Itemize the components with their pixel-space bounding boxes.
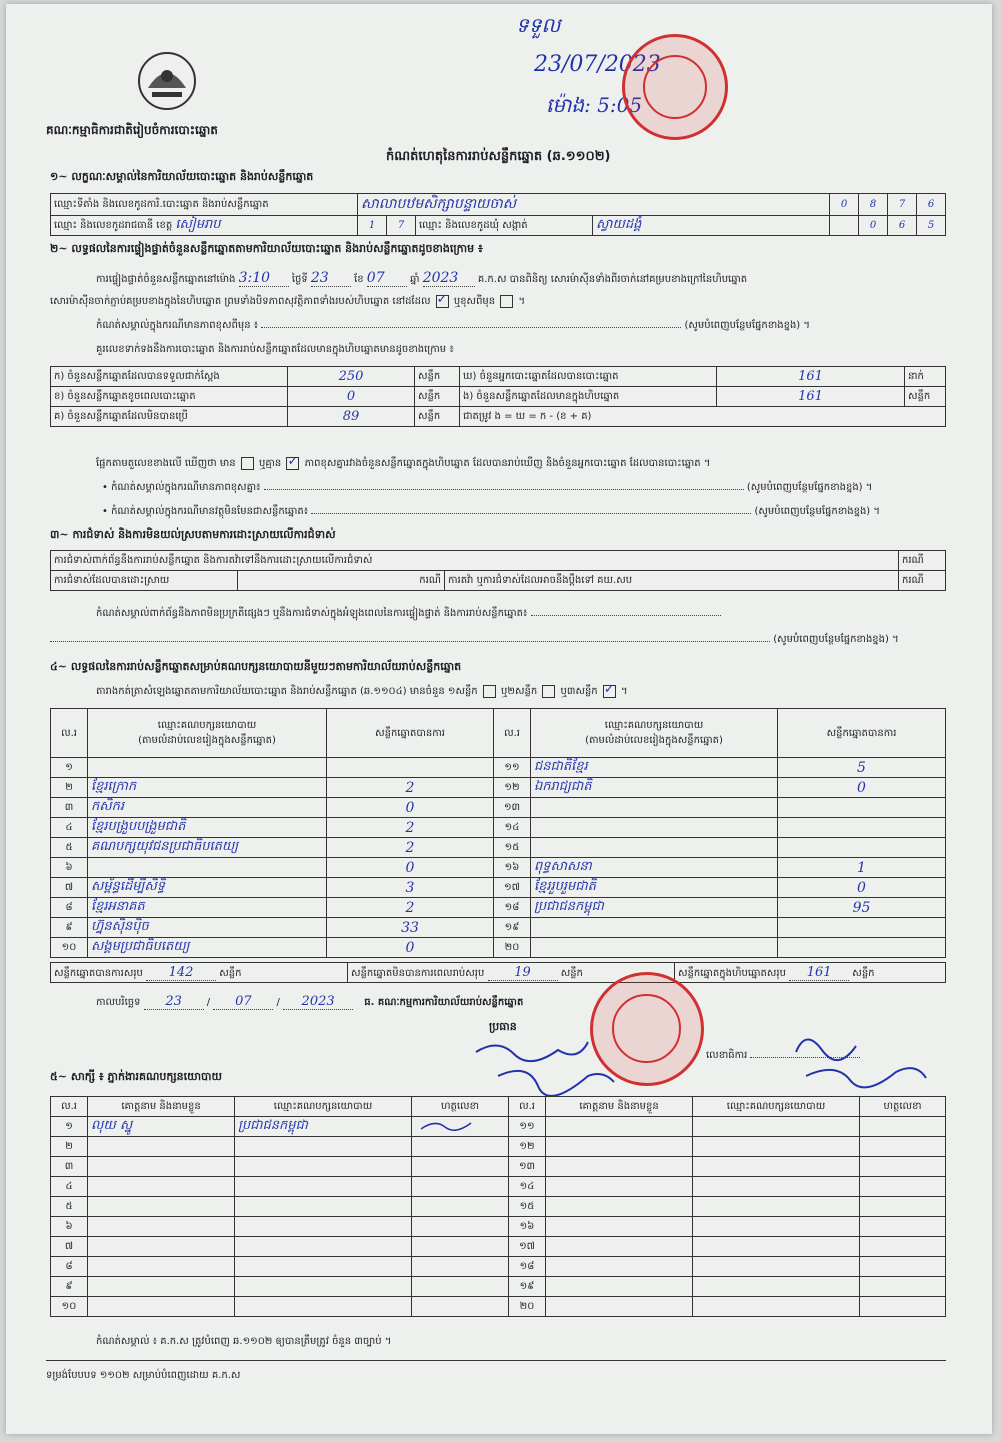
row-number: ១៦	[509, 1217, 546, 1237]
witness-signature	[412, 1297, 509, 1317]
witness-signature	[860, 1237, 946, 1257]
row-number: ១០	[51, 1297, 88, 1317]
party-name	[88, 858, 327, 878]
committee-label: ធ. គណៈកម្មការការិយាល័យរាប់សន្លឹកឆ្នោត	[364, 997, 524, 1008]
table-row	[51, 778, 946, 798]
row-number: ១២	[494, 778, 531, 798]
vote-count: 0	[778, 778, 946, 798]
vote-count: 95	[778, 898, 946, 918]
row-number: ២០	[509, 1297, 546, 1317]
compare-sentence: ភាពខុសគ្នារវាងចំនួនសន្លឹកឆ្នោតក្នុងហិបឆ្នោត ដែលបានរាប់ឃើញ និងចំនួនអ្នកបោះឆ្នោត ដែលបានបោះឆ្នោត ។	[304, 458, 711, 469]
witness-signature	[860, 1117, 946, 1137]
party-name	[531, 938, 778, 958]
witness-party	[693, 1117, 860, 1137]
table-row	[51, 838, 946, 858]
row-number: ១៤	[509, 1177, 546, 1197]
total-box-label: សន្លឹកឆ្នោតក្នុងហិបឆ្នោតសរុប	[678, 967, 786, 979]
three-sheet-checkbox[interactable]	[603, 685, 616, 698]
vote-count	[327, 758, 494, 778]
figure-value: 0	[288, 387, 415, 407]
table-row	[51, 1297, 946, 1317]
witness-name	[88, 1157, 235, 1177]
commission-name: គណៈកម្មាធិការជាតិរៀបចំការបោះឆ្នោត	[46, 123, 218, 137]
table-row	[51, 1237, 946, 1257]
table-row	[51, 818, 946, 838]
day-label: ថ្ងៃទី	[291, 274, 308, 285]
table-row	[51, 1177, 946, 1197]
row-number: ១	[51, 1117, 88, 1137]
witness-signature	[412, 1157, 509, 1177]
witness-signature	[412, 1177, 509, 1197]
official-stamp-top	[622, 34, 728, 140]
figure-label: ឃ) ចំនួនអ្នកបោះឆ្នោតដែលបានបោះឆ្នោត	[460, 367, 717, 387]
party-name: ពុទ្ធសាសនា	[531, 858, 778, 878]
section1-title: ១~ លក្ខណៈសម្គាល់នៃការិយាល័យបោះឆ្នោត និងរាប់សន្លឹកឆ្នោត	[50, 170, 314, 183]
chair-label: ប្រធាន	[489, 1020, 517, 1033]
total-valid-value: 142	[146, 965, 216, 981]
office-code-digit: 8	[859, 194, 888, 216]
table-row	[51, 798, 946, 818]
row-number: ៧	[51, 878, 88, 898]
witness-name	[546, 1117, 693, 1137]
witness-party	[693, 1257, 860, 1277]
row-number: ១០	[51, 938, 88, 958]
party-name	[531, 838, 778, 858]
witness-signature	[412, 1117, 509, 1137]
table-row	[51, 1197, 946, 1217]
fill-back-hint: (សូមបំពេញបន្ថែមផ្នែកខាងខ្នង) ។	[754, 506, 880, 517]
complaints-table	[50, 550, 946, 591]
witness-signature	[860, 1157, 946, 1177]
col-party-header: ឈ្មោះគណបក្សនយោបាយ	[235, 1097, 412, 1117]
vote-count	[778, 838, 946, 858]
witness-signature-icon	[415, 1117, 475, 1133]
col-no-header: ល.រ	[51, 1097, 88, 1117]
witness-party	[693, 1197, 860, 1217]
witness-party	[693, 1277, 860, 1297]
row-number: ១៩	[509, 1277, 546, 1297]
difference-bullet: • កំណត់សម្គាល់ក្នុងករណីមានភាពខុសគ្នា៖	[102, 482, 261, 493]
party-name	[531, 918, 778, 938]
witness-party	[235, 1157, 412, 1177]
row-number: ៥	[51, 838, 88, 858]
commune-value: ស្វាយដង្គំ	[593, 216, 830, 236]
vote-count: 2	[327, 818, 494, 838]
figure-value: 250	[288, 367, 415, 387]
witness-name	[546, 1237, 693, 1257]
office-value: សាលាបឋមសិក្សាបន្ទាយចាស់	[358, 194, 830, 216]
vote-count	[778, 818, 946, 838]
figures-intro: គួរលេខទាក់ទងនឹងការបោះឆ្នោត និងការរាប់សន្លឹកឆ្នោតដែលមានក្នុងហិបឆ្នោតមានដូចខាងក្រោម ៖	[96, 344, 454, 355]
row-number: ១៩	[494, 918, 531, 938]
compare-label: ផ្អែកតាមតួលេខខាងលើ ឃើញថា មាន	[96, 458, 236, 469]
office-code-digit: 0	[830, 194, 859, 216]
witness-party	[693, 1137, 860, 1157]
figure-label: គ) ចំនួនសន្លឹកឆ្នោតដែលមិនបានប្រើ	[51, 407, 288, 427]
col-name-header: គោត្តនាម និងនាមខ្លួន	[88, 1097, 235, 1117]
table-row	[51, 858, 946, 878]
ballot-figures-table	[50, 366, 946, 427]
table-row	[51, 1277, 946, 1297]
office-code-digit: 7	[888, 194, 917, 216]
same-checkbox[interactable]	[436, 295, 449, 308]
sign-day: 23	[144, 994, 204, 1010]
col-party-header: ឈ្មោះគណបក្សនយោបាយ	[693, 1097, 860, 1117]
province-code-digit: 1	[358, 216, 387, 236]
tally-sheet-label: តារាងកត់ត្រាសំឡេងឆ្នោតតាមការិយាល័យបោះឆ្នោត និងរាប់សន្លឹកឆ្នោត (ឆ.១១០៤) មានចំនួន ១សន្លឹក	[96, 686, 478, 697]
witness-name	[88, 1297, 235, 1317]
col-votes-header: សន្លឹកឆ្នោតបានការ	[327, 709, 494, 758]
table-row	[51, 1217, 946, 1237]
commune-code-digit: 6	[888, 216, 917, 236]
seal-sentence: សោរម៉ាស៊ីនចាក់ភ្ជាប់គម្របខាងក្នុងនៃហិបឆ្នោត ព្រមទាំងបិទភាពសុវត្ថិភាពទាំងរបស់ហិបឆ្នោត នៅដដែល	[50, 296, 431, 307]
row-number: ១៥	[494, 838, 531, 858]
witness-party	[235, 1197, 412, 1217]
table-row	[51, 898, 946, 918]
irregularity-line	[531, 615, 721, 616]
row-number: ៨	[51, 1257, 88, 1277]
row-number: ៩	[51, 918, 88, 938]
row-number: ៥	[51, 1197, 88, 1217]
witness-party	[235, 1297, 412, 1317]
row-number: ១១	[494, 758, 531, 778]
party-name: សង្គមប្រជាធិបតេយ្យ	[88, 938, 327, 958]
party-name: ខ្មែររួបរួមជាតិ	[531, 878, 778, 898]
vote-count: 2	[327, 778, 494, 798]
difference-note-label: កំណត់សម្គាល់ក្នុងករណីមានភាពខុសពីមុន ៖	[96, 320, 259, 331]
secretary-label: លេខាធិការ	[706, 1050, 748, 1061]
vote-count: 0	[327, 798, 494, 818]
has-difference-checkbox[interactable]	[241, 457, 254, 470]
commune-code-digit: 0	[859, 216, 888, 236]
check-day: 23	[311, 270, 351, 287]
witness-signature	[860, 1197, 946, 1217]
witness-signature	[860, 1257, 946, 1277]
table-row	[51, 1117, 946, 1137]
witness-name	[88, 1197, 235, 1217]
witness-signature	[412, 1277, 509, 1297]
witness-name	[546, 1257, 693, 1277]
formula-label: ជាតម្រូវ ង = ឃ = ក - (ខ + គ)	[460, 407, 946, 427]
sign-month: 07	[213, 994, 273, 1010]
table-row	[51, 1137, 946, 1157]
total-valid-label: សន្លឹកឆ្នោតបានការសរុប	[54, 967, 143, 979]
fill-back-hint: (សូមបំពេញបន្ថែមផ្នែកខាងខ្នង) ។	[684, 320, 810, 331]
received-date: 23/07/2023	[534, 52, 661, 77]
col-party-header	[531, 709, 778, 758]
row-number: ១	[51, 758, 88, 778]
row-number: ៣	[51, 1157, 88, 1177]
witness-party	[693, 1177, 860, 1197]
col-sign-header: ហត្ថលេខា	[412, 1097, 509, 1117]
witness-name	[546, 1217, 693, 1237]
row-number: ១២	[509, 1137, 546, 1157]
col-no-header: ល.រ	[51, 709, 88, 758]
row-number: ១៧	[509, 1237, 546, 1257]
footnote: កំណត់សម្គាល់ ៖ គ.ក.ស ត្រូវបំពេញ ឆ.១១០២ ឲ្យបានត្រឹមត្រូវ ចំនួន ៣ច្បាប់ ។	[96, 1336, 392, 1347]
fill-back-hint: (សូមបំពេញបន្ថែមផ្នែកខាងខ្នង) ។	[746, 482, 873, 493]
row-number: ១៨	[509, 1257, 546, 1277]
check-time-label: ការផ្ទៀងផ្ទាត់ចំនួនសន្លឹកឆ្នោតនៅម៉ោង	[96, 274, 236, 285]
row-number: ១៣	[494, 798, 531, 818]
foreign-object-line	[311, 513, 751, 514]
witness-party	[235, 1257, 412, 1277]
row-number: ១៦	[494, 858, 531, 878]
complaint-label: ការជំទាស់ពាក់ព័ន្ធនឹងការរាប់សន្លឹកឆ្នោត និងការតវ៉ាទៅនឹងការដោះស្រាយលើការជំទាស់	[51, 551, 899, 571]
section2-title: ២~ លទ្ធផលនៃការផ្ទៀងផ្ទាត់ចំនួនសន្លឹកឆ្នោតតាមការិយាល័យបោះឆ្នោត និងរាប់សន្លឹកឆ្នោតដូចខាងក្រោម ៖	[50, 242, 483, 255]
total-box-unit: សន្លឹក	[852, 967, 875, 979]
nec-emblem-icon	[134, 48, 200, 114]
witness-party	[693, 1217, 860, 1237]
figure-value: 161	[717, 387, 905, 407]
office-label: ឈ្មោះទីតាំង និងលេខកូដការិ.បោះឆ្នោត និងរាប់សន្លឹកឆ្នោត	[51, 194, 358, 216]
total-valid-unit: សន្លឹក	[219, 967, 242, 979]
witness-party	[235, 1277, 412, 1297]
vote-count: 0	[327, 858, 494, 878]
col-party-title: ឈ្មោះគណបក្សនយោបាយ	[157, 720, 257, 731]
row-number: ៦	[51, 1217, 88, 1237]
figure-unit: សន្លឹក	[905, 387, 946, 407]
party-name: ឯករាជ្យជាតិ	[531, 778, 778, 798]
two-sheet-label: ឬ២សន្លឹក	[501, 686, 538, 697]
witness-table	[50, 1096, 946, 1317]
row-number: ១៤	[494, 818, 531, 838]
figure-label: ក) ចំនួនសន្លឹកឆ្នោតដែលបានទទួលជាក់ស្តែង	[51, 367, 288, 387]
no-difference-checkbox[interactable]	[286, 457, 299, 470]
case-label: ករណី	[899, 551, 946, 571]
check-month: 07	[367, 270, 407, 287]
check-year: 2023	[423, 270, 475, 287]
witness-party	[235, 1217, 412, 1237]
table-row	[51, 918, 946, 938]
case-label: ករណី	[899, 571, 946, 591]
witness-name	[546, 1137, 693, 1157]
col-party-subtitle: (តាមលំដាប់លេខរៀងក្នុងសន្លឹកឆ្នោត)	[585, 735, 723, 746]
witness-name	[546, 1277, 693, 1297]
difference-note-line	[261, 327, 681, 328]
row-number: ៦	[51, 858, 88, 878]
vote-count: 1	[778, 858, 946, 878]
witness-name	[88, 1177, 235, 1197]
col-sign-header: ហត្ថលេខា	[860, 1097, 946, 1117]
row-number: ២០	[494, 938, 531, 958]
witness-signature	[412, 1197, 509, 1217]
vote-count: 2	[327, 898, 494, 918]
row-number: ១៨	[494, 898, 531, 918]
party-name: សម្ព័ន្ធដើម្បីសិទ្ធិ	[88, 878, 327, 898]
party-name: ប្រជាជនកម្ពុជា	[531, 898, 778, 918]
form-title: កំណត់ហេតុនៃការរាប់សន្លឹកឆ្នោត (ឆ.១១០២)	[386, 149, 611, 164]
table-row	[51, 1157, 946, 1177]
col-votes-header: សន្លឹកឆ្នោតបានការ	[778, 709, 946, 758]
office-code-digit: 6	[917, 194, 946, 216]
row-number: ៤	[51, 1177, 88, 1197]
col-party-header	[88, 709, 327, 758]
figure-label: ខ) ចំនួនសន្លឹកឆ្នោតខូចពេលបោះឆ្នោត	[51, 387, 288, 407]
section4-title: ៤~ លទ្ធផលនៃការរាប់សន្លឹកឆ្នោតសម្រាប់គណបក្សនយោបាយនីមួយៗតាមការិយាល័យរាប់សន្លឹកឆ្នោត	[50, 660, 462, 673]
party-name: គណបក្សយុវជនប្រជាធិបតេយ្យ	[88, 838, 327, 858]
witness-name	[546, 1157, 693, 1177]
party-name: កសិករ	[88, 798, 327, 818]
fill-back-hint: (សូមបំពេញបន្ថែមផ្នែកខាងខ្នង) ។	[773, 634, 899, 645]
figure-label: ង) ចំនួនសន្លឹកឆ្នោតដែលមានក្នុងហិបឆ្នោត	[460, 387, 717, 407]
witness-signature	[860, 1297, 946, 1317]
col-no-header: ល.រ	[494, 709, 531, 758]
party-name: ខ្មែរបង្រួបបង្រួមជាតិ	[88, 818, 327, 838]
section3-title: ៣~ ការជំទាស់ និងការមិនយល់ស្របតាមការដោះស្រាយលើការជំទាស់	[50, 528, 336, 541]
month-label: ខែ	[354, 274, 364, 285]
witness-name	[88, 1217, 235, 1237]
vote-count: 2	[327, 838, 494, 858]
row-number: ៧	[51, 1237, 88, 1257]
witness-party	[235, 1237, 412, 1257]
party-name: ហ្វ៊ុនស៊ិនប៉ិច	[88, 918, 327, 938]
col-party-title: ឈ្មោះគណបក្សនយោបាយ	[604, 720, 704, 731]
form-page: គណៈកម្មាធិការជាតិរៀបចំការបោះឆ្នោត កំណត់ហេតុនៃការរាប់សន្លឹកឆ្នោត (ឆ.១១០២) ទទួល 23/07/2023 ម៉ោង: 5:05 ១~ លក្ខណៈសម្គាល់នៃការិយាល័យបោះឆ្នោត និងរាប់សន្លឹកឆ្នោត ឈ្មោះទីតាំង និងលេខកូដការិ.បោះឆ្នោត និងរាប់សន្លឹកឆ្នោត សាលាបឋមសិក្សាបន្ទាយចាស់ 0 8 7 6 ឈ្មោះ និងលេខកូដរាជធានី ខេត្ត សៀមរាប 1 7 ឈ្មោះ និងលេខកូដឃុំ សង្កាត់ ស្វាយដង្គំ 0 6 5 ២~ លទ្ធផលនៃការផ្ទៀងផ្ទាត់ចំនួនសន្លឹកឆ្នោតតាមការិយាល័យបោះឆ្នោត និងរាប់សន្លឹកឆ្នោតដូចខាងក្រោម ៖ ការផ្ទៀងផ្ទាត់ចំនួនសន្លឹកឆ្នោតនៅម៉ោង 3:10 ថ្ងៃទី 23 ខែ 07 ឆ្នាំ 2023 គ.ក.ស បានពិនិត្យ សោរម៉ាស៊ីនទាំងពីរចាក់នៅគម្របខាងក្រៅនៃហិបឆ្នោត សោរម៉ាស៊ីនចាក់ភ្ជាប់គម្របខាងក្នុងនៃហិបឆ្នោត ព្រមទាំងបិទភាពសុវត្ថិភាពទាំងរបស់ហិបឆ្នោត នៅដដែល ✓ ឬខុសពីមុន ។ កំណត់សម្គាល់ក្នុងករណីមានភាពខុសពីមុន ៖ (សូមបំពេញបន្ថែមផ្នែកខាងខ្នង) ។ គួរលេខទាក់ទងនឹងការបោះឆ្នោត និងការរាប់សន្លឹកឆ្នោតដែលមានក្នុងហិបឆ្នោតមានដូចខាងក្រោម ៖ ក) ចំនួនសន្លឹកឆ្នោតដែលបានទទួលជាក់ស្តែង 250 សន្លឹក ឃ) ចំនួនអ្នកបោះឆ្នោតដែលបានបោះឆ្នោត 161 នាក់ ខ) ចំនួនសន្លឹកឆ្នោតខូចពេលបោះឆ្នោត 0 សន្លឹក ង) ចំនួនសន្លឹកឆ្នោតដែលមានក្នុងហិបឆ្នោត 161 សន្លឹក គ) ចំនួនសន្លឹកឆ្នោតដែលមិនបានប្រើ 89 សន្លឹក ជាតម្រូវ ង = ឃ = ក - (ខ + គ) ផ្អែកតាមតួលេខខាងលើ ឃើញថា មាន ឬគ្មាន ✓ ភាពខុសគ្នារវាងចំនួនសន្លឹកឆ្នោតក្នុងហិបឆ្នោត ដែលបានរាប់ឃើញ និងចំនួនអ្នកបោះឆ្នោត ដែលបានបោះឆ្នោត ។ • កំណត់សម្គាល់ក្នុងករណីមានភាពខុសគ្នា៖ (សូមបំពេញបន្ថែមផ្នែកខាងខ្នង) ។ • កំណត់សម្គាល់ក្នុងករណីមានវត្ថុមិនមែនជាសន្លឹកឆ្នោត៖ (សូមបំពេញបន្ថែមផ្នែកខាងខ្នង) ។ ៣~ ការជំទាស់ និងការមិនយល់ស្របតាមការដោះស្រាយលើការជំទាស់ ការជំទាស់ពាក់ព័ន្ធនឹងការរាប់សន្លឹកឆ្នោត និងការតវ៉ាទៅនឹងការដោះស្រាយលើការជំទាស់ ករណី ការជំទាស់ដែលបានដោះស្រាយ ករណី ការតវ៉ា ឬការជំទាស់ដែលអាចនឹងប្តឹងទៅ គឃ.សប ករណី កំណត់សម្គាល់ពាក់ព័ន្ធនឹងភាពមិនប្រក្រតីផ្សេងៗ ឬនឹងការជំទាស់ក្នុងអំឡុងពេលនៃការផ្ទៀងផ្ទាត់ និងការរាប់សន្លឹកឆ្នោត៖ (សូមបំពេញបន្ថែមផ្នែកខាងខ្នង) ។ ៤~ លទ្ធផលនៃការរាប់សន្លឹកឆ្នោតសម្រាប់គណបក្សនយោបាយនីមួយៗតាមការិយាល័យរាប់សន្លឹកឆ្នោត តារាងកត់ត្រាសំឡេងឆ្នោតតាមការិយាល័យបោះឆ្នោត និងរាប់សន្លឹកឆ្នោត (ឆ.១១០៤) មានចំនួន ១សន្លឹក ឬ២សន្លឹក ឬ៣សន្លឹក ✓ ។ ល.រ ឈ្មោះគណបក្សនយោបាយ (តាមលំដាប់លេខរៀងក្នុងសន្លឹកឆ្នោត) សន្លឹកឆ្នោតបានការ ល.រ ឈ្មោះគណបក្សនយោបាយ (តាមលំដាប់លេខរៀងក្នុងសន្លឹកឆ្នោត) សន្លឹកឆ្នោតបានការ ១ ១១ ជនជាតិខ្មែរ 5 ២ ខ្មែរក្រោក 2 ១២ ឯករាជ្យជាតិ 0 ៣ កសិករ 0 ១៣ ៤ ខ្មែរបង្រួបបង្រួមជាតិ 2 ១៤ ៥ គណបក្សយុវជនប្រជាធិបតេយ្យ 2 ១៥ ៦ 0 ១៦ ពុទ្ធសាសនា 1 ៧ សម្ព័ន្ធដើម្បីសិទ្ធិ 3 ១៧ ខ្មែររួបរួមជាតិ 0 ៨ ខ្មែរអនាគត 2 ១៨ ប្រជាជនកម្ពុជា 95 ៩ ហ្វ៊ុនស៊ិនប៉ិច 33 ១៩ ១០ សង្គមប្រជាធិបតេយ្យ 0 ២០ សន្លឹកឆ្នោតបានការសរុប 142 សន្លឹក សន្លឹកឆ្នោតមិនបានការពេលរាប់សរុប 19 សន្លឹក សន្លឹកឆ្នោតក្នុងហិបឆ្នោតសរុប 161 សន្លឹក កាលបរិច្ឆេទ 23 / 07 / 2023 ធ. គណៈកម្មការការិយាល័យរាប់សន្លឹកឆ្នោត ប្រធាន លេខាធិការ ៥~ សាក្សី ៖ ភ្នាក់ងារគណបក្សនយោបាយ ល.រ គោត្តនាម និងនាមខ្លួន ឈ្មោះគណបក្សនយោបាយ ហត្ថលេខា ល.រ គោត្តនាម និងនាមខ្លួន ឈ្មោះគណបក្សនយោបាយ ហត្ថលេខា ១ លុយ ស្នូ ប្រជាជនកម្ពុជា ១១ ២ ១២ ៣ ១៣ ៤ ១៤ ៥ ១៥ ៦ ១៦ ៧ ១៧ ៨ ១៨ ៩ ១៩ ១០ ២០ កំណត់សម្គាល់ ៖ គ.ក.ស ត្រូវបំពេញ ឆ.១១០២ ឲ្យបានត្រឹមត្រូវ ចំនួន ៣ច្បាប់ ។ ទម្រង់បែបបទ ១១០២ សម្រាប់បំពេញដោយ គ.ក.ស	[6, 4, 992, 1434]
witness-signature	[412, 1217, 509, 1237]
row-number: ៩	[51, 1277, 88, 1297]
vote-count	[778, 798, 946, 818]
witness-signature	[860, 1277, 946, 1297]
vote-count: 33	[327, 918, 494, 938]
one-sheet-checkbox[interactable]	[483, 685, 496, 698]
witness-party	[235, 1177, 412, 1197]
party-name	[531, 818, 778, 838]
totals-table	[50, 962, 946, 983]
table-row	[51, 407, 946, 427]
witness-party: ប្រជាជនកម្ពុជា	[235, 1117, 412, 1137]
table-row	[51, 367, 946, 387]
witness-party	[693, 1157, 860, 1177]
witness-name	[546, 1177, 693, 1197]
irregularity-line-2	[50, 641, 770, 642]
witness-name	[88, 1257, 235, 1277]
witness-signature	[860, 1177, 946, 1197]
party-name	[88, 758, 327, 778]
sign-date-label: កាលបរិច្ឆេទ	[96, 997, 141, 1008]
col-party-subtitle: (តាមលំដាប់លេខរៀងក្នុងសន្លឹកឆ្នោត)	[138, 735, 276, 746]
no-difference-label: ឬគ្មាន	[259, 458, 282, 469]
row-number: ១៧	[494, 878, 531, 898]
secretary-signature-icon	[786, 1022, 936, 1092]
row-number: ២	[51, 778, 88, 798]
vote-count: 5	[778, 758, 946, 778]
row-number: ៣	[51, 798, 88, 818]
party-name	[531, 798, 778, 818]
year-label: ឆ្នាំ	[409, 274, 420, 285]
witness-party	[693, 1297, 860, 1317]
table-row	[51, 571, 946, 591]
table-row	[51, 878, 946, 898]
appeal-label: ការតវ៉ា ឬការជំទាស់ដែលអាចនឹងប្តឹងទៅ គឃ.សប	[445, 571, 899, 591]
chair-signature-icon	[468, 1032, 618, 1098]
section5-title: ៥~ សាក្សី ៖ ភ្នាក់ងារគណបក្សនយោបាយ	[50, 1070, 223, 1083]
figure-unit: សន្លឹក	[415, 407, 460, 427]
figure-unit: សន្លឹក	[415, 387, 460, 407]
party-name: ខ្មែរអនាគត	[88, 898, 327, 918]
commune-code-digit: 5	[917, 216, 946, 236]
commune-label: ឈ្មោះ និងលេខកូដឃុំ សង្កាត់	[416, 216, 593, 236]
three-sheet-label: ឬ៣សន្លឹក	[560, 686, 598, 697]
row-number: ២	[51, 1137, 88, 1157]
sign-year: 2023	[283, 994, 353, 1010]
total-invalid-label: សន្លឹកឆ្នោតមិនបានការពេលរាប់សរុប	[351, 967, 485, 979]
province-label: ឈ្មោះ និងលេខកូដរាជធានី ខេត្ត	[54, 220, 173, 231]
table-row	[51, 938, 946, 958]
footer-divider	[46, 1360, 946, 1361]
figure-unit: នាក់	[905, 367, 946, 387]
two-sheet-checkbox[interactable]	[542, 685, 555, 698]
foreign-object-bullet: • កំណត់សម្គាល់ក្នុងករណីមានវត្ថុមិនមែនជាសន្លឹកឆ្នោត៖	[102, 506, 309, 517]
total-invalid-unit: សន្លឹក	[560, 967, 583, 979]
total-box-value: 161	[789, 965, 849, 981]
row-number: ៤	[51, 818, 88, 838]
total-invalid-value: 19	[488, 965, 558, 981]
party-name: ជនជាតិខ្មែរ	[531, 758, 778, 778]
received-time: ម៉ោង: 5:05	[546, 93, 643, 117]
witness-party	[693, 1237, 860, 1257]
row-number: ១៣	[509, 1157, 546, 1177]
province-value: សៀមរាប	[175, 217, 221, 232]
irregularity-note-label: កំណត់សម្គាល់ពាក់ព័ន្ធនឹងភាពមិនប្រក្រតីផ្សេងៗ ឬនឹងការជំទាស់ក្នុងអំឡុងពេលនៃការផ្ទៀងផ្ទាត់ និងការរាប់សន្លឹកឆ្នោត៖	[96, 608, 528, 619]
table-row	[51, 758, 946, 778]
difference-line	[264, 489, 744, 490]
col-name-header: គោត្តនាម និងនាមខ្លួន	[546, 1097, 693, 1117]
witness-name	[546, 1197, 693, 1217]
table-row	[51, 1257, 946, 1277]
party-votes-table	[50, 708, 946, 958]
witness-party	[235, 1137, 412, 1157]
witness-signature	[412, 1137, 509, 1157]
table-row	[51, 387, 946, 407]
vote-count: 0	[778, 878, 946, 898]
row-number: ៨	[51, 898, 88, 918]
witness-name	[546, 1297, 693, 1317]
province-code-digit: 7	[387, 216, 416, 236]
row-number: ១១	[509, 1117, 546, 1137]
figure-value: 161	[717, 367, 905, 387]
witness-name	[88, 1137, 235, 1157]
different-label: ឬខុសពីមុន	[453, 296, 496, 307]
witness-signature	[412, 1237, 509, 1257]
footer-text: ទម្រង់បែបបទ ១១០២ សម្រាប់បំពេញដោយ គ.ក.ស	[46, 1370, 241, 1381]
witness-signature	[860, 1137, 946, 1157]
vote-count	[778, 918, 946, 938]
different-checkbox[interactable]	[500, 295, 513, 308]
row-number: ១៥	[509, 1197, 546, 1217]
vote-count	[778, 938, 946, 958]
col-no-header: ល.រ	[509, 1097, 546, 1117]
witness-signature	[412, 1257, 509, 1277]
vote-count: 3	[327, 878, 494, 898]
vote-count: 0	[327, 938, 494, 958]
witness-name	[88, 1277, 235, 1297]
party-name: ខ្មែរក្រោក	[88, 778, 327, 798]
figure-value: 89	[288, 407, 415, 427]
received-note: ទទួល	[516, 13, 561, 37]
witness-name: លុយ ស្នូ	[88, 1117, 235, 1137]
check-sentence: គ.ក.ស បានពិនិត្យ សោរម៉ាស៊ីនទាំងពីរចាក់នៅគម្របខាងក្រៅនៃហិបឆ្នោត	[477, 274, 748, 285]
witness-name	[88, 1237, 235, 1257]
resolved-label: ការជំទាស់ដែលបានដោះស្រាយ	[51, 571, 238, 591]
check-time: 3:10	[239, 270, 289, 287]
table-row	[51, 551, 946, 571]
case-label: ករណី	[238, 571, 445, 591]
location-table	[50, 193, 946, 236]
figure-unit: សន្លឹក	[415, 367, 460, 387]
witness-signature	[860, 1217, 946, 1237]
